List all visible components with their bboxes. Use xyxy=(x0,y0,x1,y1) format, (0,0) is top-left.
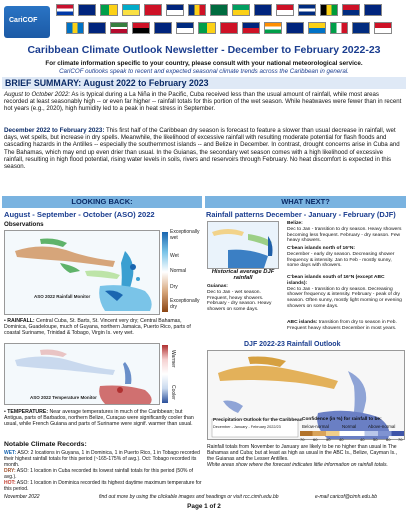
flag-icon xyxy=(78,4,96,16)
flag-icon xyxy=(144,4,162,16)
north-islands-key: C'bean islands north of 16°N: xyxy=(287,246,356,251)
flag-icon xyxy=(254,4,272,16)
temperature-text: Near average temperatures in much of the Caribbean; but Antigua, parts of Barbados, northern Belize, Curaçao were significantly cooler than usual, while French Guiana and parts of Suriname were signif. warmer than usual. xyxy=(4,409,194,428)
guianas-body: Dec to Jan - wet season. Frequent, heavy showers. February - dry season. Heavy showers on some days. xyxy=(207,289,272,313)
rainfall-map-caption: ASO 2022 Rainfall Monitor xyxy=(34,294,91,299)
conf-tick: 60 xyxy=(313,437,318,442)
brief-summary-heading: BRIEF SUMMARY: August 2022 to February 2023 xyxy=(2,77,406,89)
brief-aso-text: As is typical during a La Niña in the Pacific, Cuba received less than the usual amount of rainfall, while most areas recorded at least seasonably high -- or even far higher -- rainfall totals for this portion of the wet season. While heatwaves were fewer than in recent hot years (e.g., 2020), high humidity led to a peak in heat stress in September. xyxy=(4,91,402,113)
outlook-map-subcaption: December - January - February 2022/23 xyxy=(213,425,281,429)
rainfall-legend-bar xyxy=(162,232,168,312)
brief-aso-paragraph xyxy=(4,91,404,113)
abc-islands-key: ABC islands: xyxy=(287,320,318,325)
south-islands-text xyxy=(287,275,405,310)
flag-icon xyxy=(176,22,194,34)
conf-tick: 60 xyxy=(386,437,391,442)
flag-icon xyxy=(166,4,184,16)
legend-exceptionally-wet: Exceptionally wet xyxy=(170,229,200,241)
conf-below: Below-normal xyxy=(302,424,329,429)
flag-icon xyxy=(298,4,316,16)
conf-tick: 40 xyxy=(339,437,344,442)
flag-icon xyxy=(374,22,392,34)
brief-djf-paragraph xyxy=(4,127,404,170)
newsletter-subtitle: For climate information specific to your country, please consult with your national meteorological service. xyxy=(45,60,363,67)
record-dry-key: DRY: xyxy=(4,468,16,474)
legend-wet: Wet xyxy=(170,253,179,259)
temperature-map-caption: ASO 2022 Temperature Monitor xyxy=(30,395,97,400)
legend-exceptionally-dry: Exceptionally dry xyxy=(170,298,200,310)
aso-rainfall-map[interactable] xyxy=(4,230,160,315)
abc-islands-body: transition from dry to season in Feb. Frequent heavy showers December in most years. xyxy=(287,320,397,331)
page-number: Page 1 of 2 xyxy=(187,503,221,510)
flag-icon xyxy=(210,4,228,16)
guianas-key: Guianas: xyxy=(207,284,228,289)
aso-title[interactable]: August - September - October (ASO) 2022 xyxy=(4,210,155,219)
flag-icon xyxy=(342,4,360,16)
flag-icon xyxy=(132,22,150,34)
djf-outlook-title[interactable]: DJF 2022-23 Rainfall Outlook xyxy=(244,341,341,348)
record-wet-text: ASO: 2 locations in Guyana, 1 in Dominica, 1 in Puerto Rico, 1 in Tobago recorded their highest rainfall totals for this period (~165-175% of avg.). Oct: Tobago recorded its month. xyxy=(4,450,200,468)
conf-normal: Normal xyxy=(342,424,357,429)
footer-find-more[interactable]: find out more by using the clickable images and headings or visit rcc.cimh.edu.bb xyxy=(99,494,279,500)
conf-above: Above-normal xyxy=(368,424,396,429)
rainfall-key: RAINFALL: xyxy=(7,318,35,324)
records-title: Notable Climate Records: xyxy=(4,441,87,448)
legend-warmer: Warmer xyxy=(170,350,176,368)
confidence-title: Confidence (in %) for rainfall to be: xyxy=(302,417,382,422)
logo-text: CariCOF xyxy=(9,17,38,24)
historical-map-graphic xyxy=(208,222,279,269)
confidence-colorbar xyxy=(300,431,404,436)
looking-back-heading[interactable]: LOOKING BACK: xyxy=(2,196,202,208)
flag-icon xyxy=(308,22,326,34)
conf-tick: 70 xyxy=(300,437,305,442)
record-dry xyxy=(4,468,202,480)
south-islands-key: C'bean islands south of 16°N (except ABC islands): xyxy=(287,275,385,286)
flag-icon xyxy=(122,4,140,16)
record-hot-key: HOT: xyxy=(4,480,16,486)
caricof-logo[interactable] xyxy=(4,6,50,38)
flag-icon xyxy=(320,4,338,16)
legend-cooler: Cooler xyxy=(170,385,176,400)
what-next-heading[interactable]: WHAT NEXT? xyxy=(205,196,406,208)
flag-icon xyxy=(276,4,294,16)
rainfall-bullet: • RAINFALL: Central Cuba, St. Barts, St. Vincent very dry; Central Bahamas, Dominica, Guadeloupe, much of Guyana, northern Jamaica, Puerto Rico, parts of coastal Suriname, Trinidad & Tobago, Virgin Is. very wet. xyxy=(4,318,191,337)
flag-icon xyxy=(188,4,206,16)
north-islands-text xyxy=(287,246,405,269)
record-hot xyxy=(4,480,202,492)
temperature-key: TEMPERATURE: xyxy=(7,409,49,415)
belize-text xyxy=(287,221,405,244)
flag-icon xyxy=(154,22,172,34)
flag-icon xyxy=(66,22,84,34)
rainfall-text: Central Cuba, St. Barts, St. Vincent very dry; Central Bahamas, Dominica, Guadeloupe, much of Guyana, northern Jamaica, Puerto Rico, parts of coastal Suriname, Trinidad & Tobago, Virgin Is. very wet. xyxy=(4,318,191,337)
footer-email[interactable]: e-mail caricof@cimh.edu.bb xyxy=(315,494,378,500)
newsletter-title: Caribbean Climate Outlook Newsletter - December to February 2022-23 xyxy=(27,44,381,56)
flag-icon xyxy=(264,22,282,34)
footer-date: November 2022 xyxy=(4,494,40,500)
flag-icon xyxy=(220,22,238,34)
brief-aso-lead: August to October 2022: xyxy=(4,91,71,98)
flag-icon xyxy=(88,22,106,34)
flag-icon xyxy=(330,22,348,34)
flag-icon xyxy=(352,22,370,34)
flags-strip xyxy=(54,2,404,42)
record-hot-text: ASO: 1 location in Dominica recorded its highest daytime maximum temperature for this period. xyxy=(4,480,202,492)
rainfall-map-graphic xyxy=(5,231,160,315)
flag-icon xyxy=(198,22,216,34)
record-dry-text: ASO: 1 location in Cuba recorded its lowest rainfall totals for this period (50% of avg.). xyxy=(4,468,193,480)
observations-label: Observations xyxy=(4,221,44,228)
south-islands-body: Dec to Jan - transition to dry season. Decreasing shower frequency & intensity. February - peak of dry season. Often sunny, mostly light morning or evening showers on some days. xyxy=(287,286,402,309)
outlook-text: Rainfall totals from November to January are likely to be no higher than usual in The Bahamas and Cuba; but at least as high as usual in the ABC Is., Belize, Cayman Is., the Guianas and the Lesser Antilles. xyxy=(207,444,397,463)
flag-icon xyxy=(56,4,74,16)
conf-tick: 50 xyxy=(326,437,331,442)
record-wet-key: WET: xyxy=(4,450,17,456)
outlook-note: White areas show where the forecast indicates little information on rainfall totals. xyxy=(207,462,388,468)
newsletter-tagline: CariCOF outlooks speak to recent and expected seasonal climate trends across the Caribbean in general. xyxy=(59,68,349,75)
flag-icon xyxy=(242,22,260,34)
newsletter-header xyxy=(0,0,408,44)
guianas-text xyxy=(207,284,283,313)
outlook-map-caption: Precipitation Outlook for the Caribbean xyxy=(213,418,303,423)
flag-icon xyxy=(232,4,250,16)
belize-body: Dec to Jan - transition to dry season. Heavy showers becoming less frequent. February - dry season. Few heavy showers. xyxy=(287,226,402,244)
record-wet xyxy=(4,450,202,468)
north-islands-body: December - early dry season. Decreasing shower frequency & intensity. Jan to Feb - mostly sunny, some days with showers. xyxy=(287,251,395,269)
brief-djf-lead: December 2022 to February 2023: xyxy=(4,127,105,134)
legend-dry: Dry xyxy=(170,284,178,290)
temperature-bullet: • TEMPERATURE: Near average temperatures in much of the Caribbean; but Antigua, parts of Barbados, northern Belize, Curaçao were significantly cooler than usual, while French Guiana and parts of Suriname were signif. warmer than usual. xyxy=(4,409,194,428)
legend-normal: Normal xyxy=(170,268,187,274)
flag-icon xyxy=(110,22,128,34)
abc-islands-text xyxy=(287,320,405,332)
flag-icon xyxy=(286,22,304,34)
temperature-legend-bar xyxy=(162,345,168,403)
historical-djf-map[interactable] xyxy=(207,221,279,269)
flag-icon xyxy=(364,4,382,16)
historical-map-label: Historical average DJF rainfall xyxy=(211,269,275,281)
conf-tick: 40 xyxy=(360,437,365,442)
belize-key: Belize: xyxy=(287,221,303,226)
conf-tick: 50 xyxy=(373,437,378,442)
brief-djf-text: This first half of the Caribbean dry season is forecast to feature a slower than usual decrease in rainfall, wet days, wet spells, but increase in dry spells. Meanwhile, the likelihood of excessive rainfall with resulting moderate potential for flash floods and cascading hazards in the Antilles -- especially the southernmost islands -- and Belize in December. In contrast, drought concerns arise in Cuba and The Bahamas, which may end up even drier than usual. In the Guianas, the secondary wet season comes with a high likelihood of excessive rainfall, resulting in high flood potential, rising water levels in soils, rivers and reservoirs through February. No heat discomfort is expected in this season. xyxy=(4,127,400,171)
djf-patterns-title[interactable]: Rainfall patterns December - January - February (DJF) xyxy=(206,210,396,219)
flag-icon xyxy=(100,4,118,16)
conf-tick: 70 xyxy=(398,437,403,442)
